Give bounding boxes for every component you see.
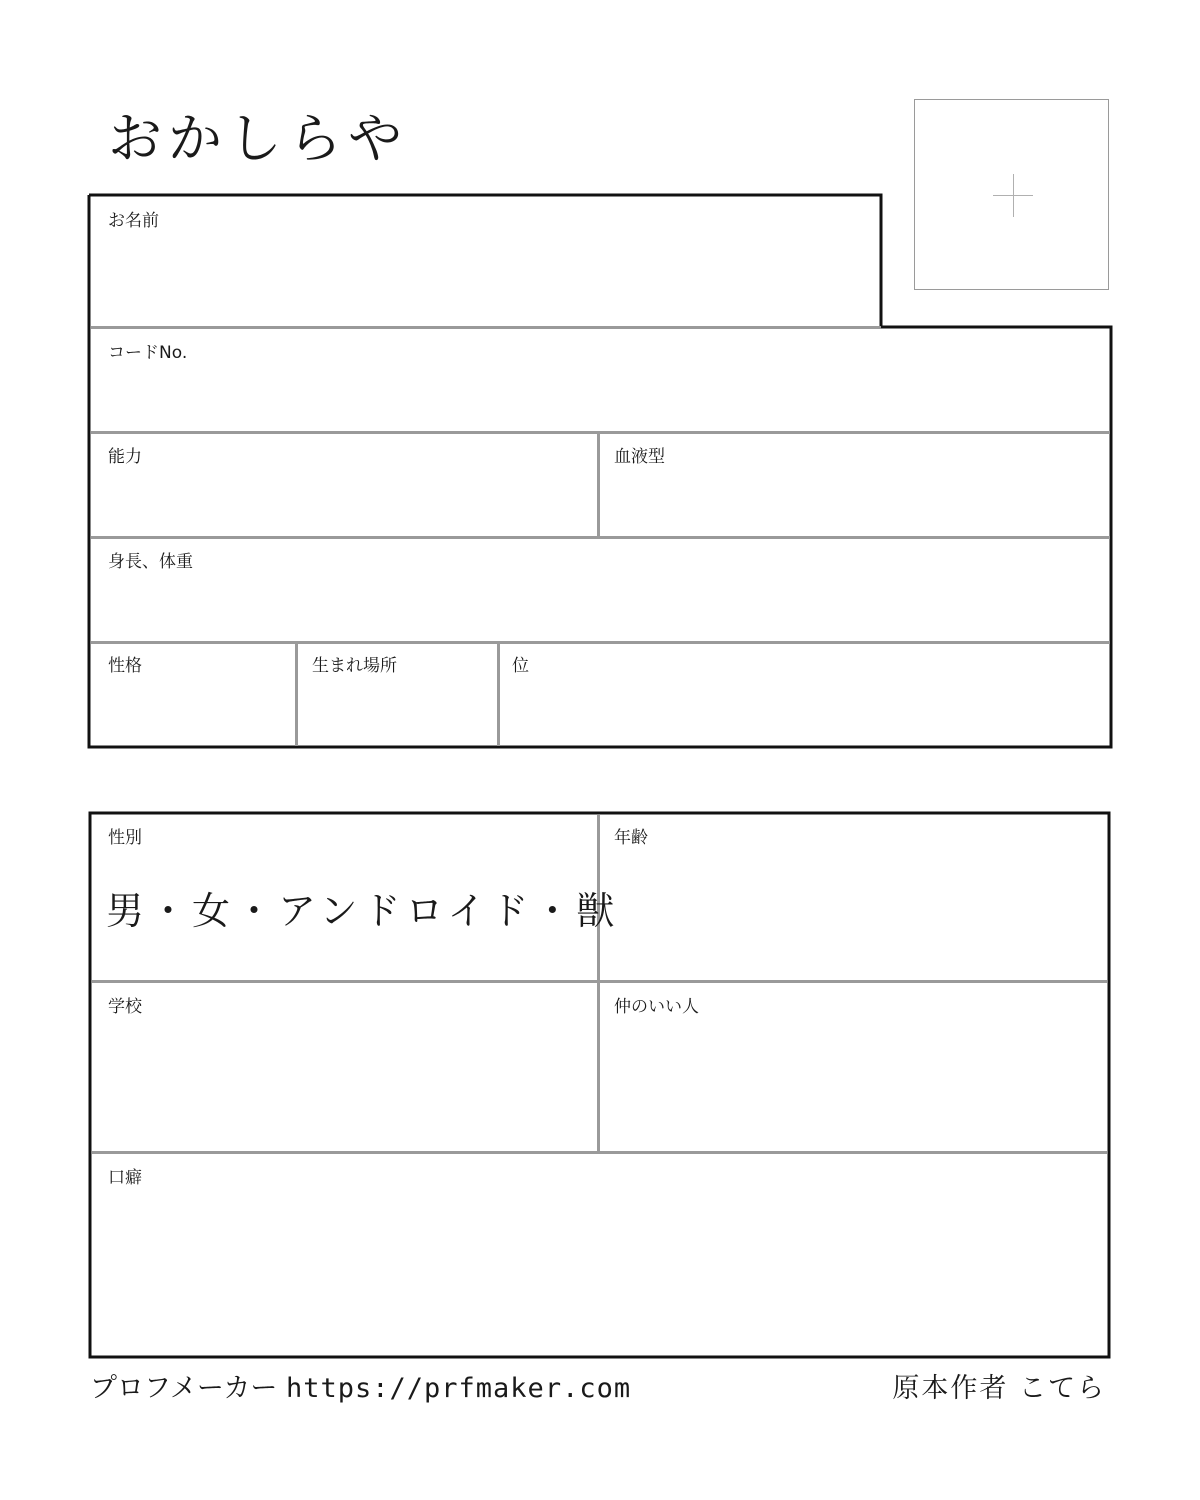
- divider: [91, 536, 1110, 539]
- divider: [92, 1151, 1107, 1154]
- blood-type-field-label: 血液型: [614, 447, 665, 467]
- friends-field-label: 仲のいい人: [614, 997, 699, 1017]
- divider: [295, 643, 298, 746]
- divider: [597, 815, 600, 1153]
- maker-name: プロフメーカー: [90, 1373, 278, 1404]
- divider: [92, 980, 1107, 983]
- divider: [497, 643, 500, 746]
- code-no-field-label: コードNo.: [108, 343, 188, 363]
- birthplace-field-label: 生まれ場所: [312, 656, 397, 676]
- school-field-label: 学校: [108, 997, 142, 1017]
- divider: [91, 431, 1110, 434]
- divider: [91, 641, 1110, 644]
- footer-credit: 原本作者 こてら: [892, 1373, 1106, 1404]
- name-field-label: お名前: [108, 211, 159, 231]
- catchphrase-field-label: 口癖: [108, 1168, 142, 1188]
- photo-upload-box[interactable]: [914, 99, 1109, 290]
- height-weight-field-label: 身長、体重: [108, 552, 193, 572]
- profile-title: おかしらや: [108, 107, 408, 170]
- divider: [597, 433, 600, 537]
- maker-url-link[interactable]: https://prfmaker.com: [285, 1373, 632, 1404]
- divider: [91, 326, 881, 329]
- personality-field-label: 性格: [108, 656, 142, 676]
- rank-field-label: 位: [512, 656, 529, 676]
- footer-maker: [90, 1375, 631, 1402]
- gender-options[interactable]: 男・女・アンドロイド・獣: [106, 889, 620, 933]
- gender-field-label: 性別: [108, 828, 142, 848]
- age-field-label: 年齢: [614, 828, 648, 848]
- ability-field-label: 能力: [108, 447, 142, 467]
